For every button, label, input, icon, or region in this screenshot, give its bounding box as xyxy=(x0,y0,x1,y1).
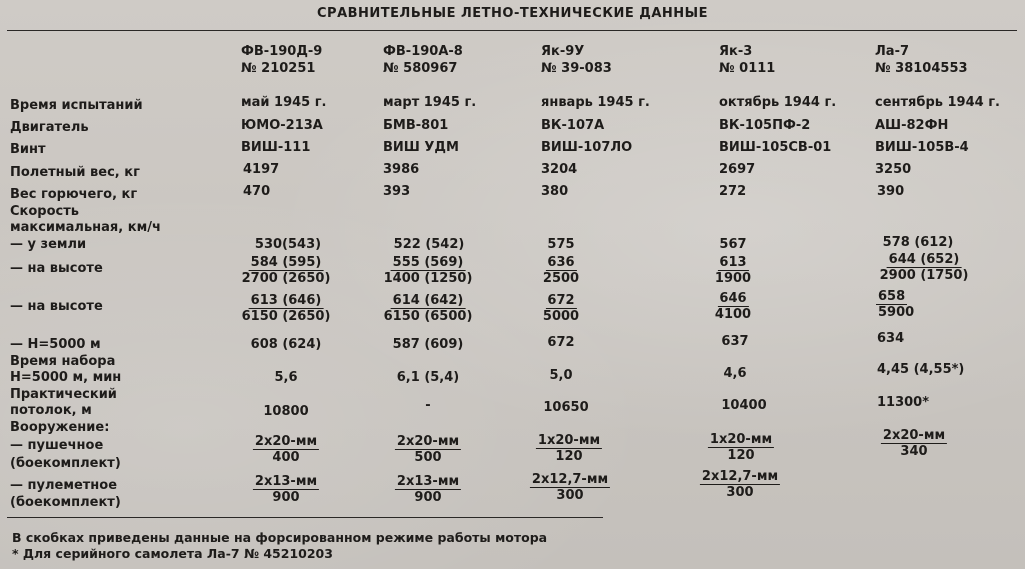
cell-cannon xyxy=(253,434,319,465)
cell-h5000: 672 xyxy=(547,335,575,350)
fraction-denominator: 500 xyxy=(414,450,442,465)
cell-climb: 5,6 xyxy=(274,370,298,385)
fraction-numerator: 614 (642) xyxy=(392,293,464,308)
cell-climb: 6,1 (5,4) xyxy=(396,370,460,385)
fraction-denominator: 5000 xyxy=(542,309,580,324)
fraction-numerator: 2х12,7-мм xyxy=(531,472,609,487)
fraction-denominator: 900 xyxy=(414,490,442,505)
label-engine: Двигатель xyxy=(10,120,89,135)
cell-cannon xyxy=(395,434,461,465)
cell-propeller: ВИШ-111 xyxy=(241,140,311,155)
fraction-numerator: 1х20-мм xyxy=(709,432,773,447)
table-title: СРАВНИТЕЛЬНЫЕ ЛЕТНО-ТЕХНИЧЕСКИЕ ДАННЫЕ xyxy=(317,6,708,21)
cell-at-altitude-1 xyxy=(541,255,581,286)
cell-cannon xyxy=(881,428,947,459)
cell-climb: 4,6 xyxy=(723,366,747,381)
cell-fuel-weight: 272 xyxy=(719,184,747,199)
label-speed-2: максимальная, км/ч xyxy=(10,220,161,235)
cell-ceiling: 10650 xyxy=(543,400,589,415)
label-test-time: Время испытаний xyxy=(10,98,143,113)
cell-test-time: октябрь 1944 г. xyxy=(719,95,837,110)
cell-ceiling: 10800 xyxy=(263,404,309,419)
cell-at-altitude-2 xyxy=(541,293,581,324)
cell-ceiling: 11300* xyxy=(877,395,930,410)
cell-at-ground: 575 xyxy=(547,237,575,252)
fraction-denominator: 2500 xyxy=(542,271,580,286)
cell-mg xyxy=(530,472,610,503)
aircraft-3-number: № 39-083 xyxy=(541,61,612,76)
fraction-numerator: 2х20-мм xyxy=(254,434,318,449)
aircraft-4-number: № 0111 xyxy=(719,61,776,76)
cell-propeller: ВИШ-107ЛО xyxy=(541,140,633,155)
label-speed-1: Скорость xyxy=(10,204,79,219)
cell-h5000: 634 xyxy=(877,331,905,346)
cell-mg xyxy=(395,474,461,505)
fraction-denominator: 120 xyxy=(727,448,755,463)
fraction-denominator: 2700 (2650) xyxy=(241,271,331,286)
cell-at-altitude-1 xyxy=(382,255,475,286)
fraction-numerator: 555 (569) xyxy=(392,255,464,270)
cell-test-time: май 1945 г. xyxy=(241,95,327,110)
cell-engine: БМВ-801 xyxy=(383,118,449,133)
fraction-numerator: 1х20-мм xyxy=(537,433,601,448)
cell-flight-weight: 3204 xyxy=(541,162,578,177)
fraction-numerator: 636 xyxy=(547,255,575,270)
cell-h5000: 608 (624) xyxy=(250,337,322,352)
cell-flight-weight: 2697 xyxy=(719,162,756,177)
fraction-denominator: 900 xyxy=(272,490,300,505)
cell-at-ground: 567 xyxy=(719,237,747,252)
fraction-numerator: 2х12,7-мм xyxy=(701,469,779,484)
fraction-denominator: 340 xyxy=(900,444,928,459)
fraction-denominator: 4100 xyxy=(714,307,752,322)
cell-fuel-weight: 470 xyxy=(243,184,271,199)
fraction-numerator: 644 (652) xyxy=(888,252,960,267)
cell-at-altitude-2 xyxy=(876,289,916,320)
label-cannon-2: (боекомплект) xyxy=(10,456,121,471)
cell-at-altitude-1 xyxy=(240,255,333,286)
fraction-denominator: 1400 (1250) xyxy=(383,271,473,286)
cell-ceiling: 10400 xyxy=(721,398,767,413)
label-h5000: — Н=5000 м xyxy=(10,337,101,352)
fraction-denominator: 5900 xyxy=(878,305,915,320)
label-armament: Вооружение: xyxy=(10,420,110,435)
fraction-numerator: 2х20-мм xyxy=(396,434,460,449)
label-at-altitude-2: — на высоте xyxy=(10,299,103,314)
cell-fuel-weight: 380 xyxy=(541,184,569,199)
label-cannon-1: — пушечное xyxy=(10,438,104,453)
cell-h5000: 637 xyxy=(721,334,749,349)
aircraft-2-number: № 580967 xyxy=(383,61,458,76)
cell-test-time: март 1945 г. xyxy=(383,95,477,110)
cell-flight-weight: 4197 xyxy=(243,162,280,177)
cell-flight-weight: 3986 xyxy=(383,162,420,177)
label-fuel-weight: Вес горючего, кг xyxy=(10,187,138,202)
label-flight-weight: Полетный вес, кг xyxy=(10,165,140,180)
aircraft-3-name: Як-9У xyxy=(541,44,585,59)
label-climb-1: Время набора xyxy=(10,354,116,369)
fraction-numerator: 672 xyxy=(547,293,575,308)
footnote-brackets: В скобках приведены данные на форсированном режиме работы мотора xyxy=(12,530,548,545)
label-ceiling-1: Практический xyxy=(10,387,117,402)
cell-engine: ВК-105ПФ-2 xyxy=(719,118,811,133)
cell-engine: АШ-82ФН xyxy=(875,118,949,133)
cell-propeller: ВИШ-105СВ-01 xyxy=(719,140,832,155)
cell-propeller: ВИШ-105В-4 xyxy=(875,140,969,155)
cell-at-altitude-2 xyxy=(240,293,333,324)
fraction-numerator: 2х20-мм xyxy=(882,428,946,443)
cell-test-time: январь 1945 г. xyxy=(541,95,650,110)
label-ceiling-2: потолок, м xyxy=(10,403,92,418)
fraction-denominator: 120 xyxy=(555,449,583,464)
aircraft-4-name: Як-3 xyxy=(719,44,753,59)
label-mg-2: (боекомплект) xyxy=(10,495,121,510)
fraction-numerator: 658 xyxy=(878,289,906,304)
fraction-denominator: 400 xyxy=(272,450,300,465)
label-propeller: Винт xyxy=(10,142,46,157)
fraction-numerator: 2х13-мм xyxy=(254,474,318,489)
label-climb-2: Н=5000 м, мин xyxy=(10,370,122,385)
fraction-numerator: 613 (646) xyxy=(250,293,322,308)
label-at-altitude-1: — на высоте xyxy=(10,261,103,276)
cell-at-altitude-2 xyxy=(713,291,753,322)
aircraft-2-name: ФВ-190А-8 xyxy=(383,44,463,59)
cell-at-altitude-1 xyxy=(878,252,971,283)
cell-climb: 5,0 xyxy=(549,368,573,383)
cell-engine: ВК-107А xyxy=(541,118,605,133)
label-at-ground: — у земли xyxy=(10,237,87,252)
fraction-denominator: 1900 xyxy=(714,271,752,286)
cell-at-ground: 530(543) xyxy=(254,237,322,252)
cell-cannon xyxy=(708,432,774,463)
top-rule xyxy=(7,30,1017,31)
cell-at-ground: 578 (612) xyxy=(882,235,954,250)
cell-engine: ЮМО-213А xyxy=(241,118,323,133)
aircraft-5-name: Ла-7 xyxy=(875,44,910,59)
cell-mg xyxy=(253,474,319,505)
cell-mg xyxy=(700,469,780,500)
fraction-denominator: 6150 (6500) xyxy=(383,309,473,324)
fraction-denominator: 2900 (1750) xyxy=(879,268,969,283)
fraction-denominator: 6150 (2650) xyxy=(241,309,331,324)
fraction-numerator: 613 xyxy=(719,255,747,270)
fraction-numerator: 584 (595) xyxy=(250,255,322,270)
aircraft-1-number: № 210251 xyxy=(241,61,316,76)
cell-cannon xyxy=(536,433,602,464)
footnote-rule xyxy=(7,517,603,518)
aircraft-5-number: № 38104553 xyxy=(875,61,968,76)
cell-at-altitude-1 xyxy=(713,255,753,286)
fraction-numerator: 646 xyxy=(719,291,747,306)
fraction-numerator: 2х13-мм xyxy=(396,474,460,489)
cell-fuel-weight: 393 xyxy=(383,184,411,199)
cell-h5000: 587 (609) xyxy=(392,337,464,352)
fraction-denominator: 300 xyxy=(556,488,584,503)
footnote-la7-serial: * Для серийного самолета Ла-7 № 45210203 xyxy=(12,546,333,561)
fraction-denominator: 300 xyxy=(726,485,754,500)
cell-climb: 4,45 (4,55*) xyxy=(877,362,965,377)
label-mg-1: — пулеметное xyxy=(10,478,118,493)
cell-propeller: ВИШ УДМ xyxy=(383,140,459,155)
cell-at-ground: 522 (542) xyxy=(393,237,465,252)
cell-test-time: сентябрь 1944 г. xyxy=(875,95,1000,110)
aircraft-1-name: ФВ-190Д-9 xyxy=(241,44,323,59)
cell-ceiling: - xyxy=(425,398,431,413)
cell-at-altitude-2 xyxy=(382,293,475,324)
cell-fuel-weight: 390 xyxy=(877,184,905,199)
cell-flight-weight: 3250 xyxy=(875,162,912,177)
